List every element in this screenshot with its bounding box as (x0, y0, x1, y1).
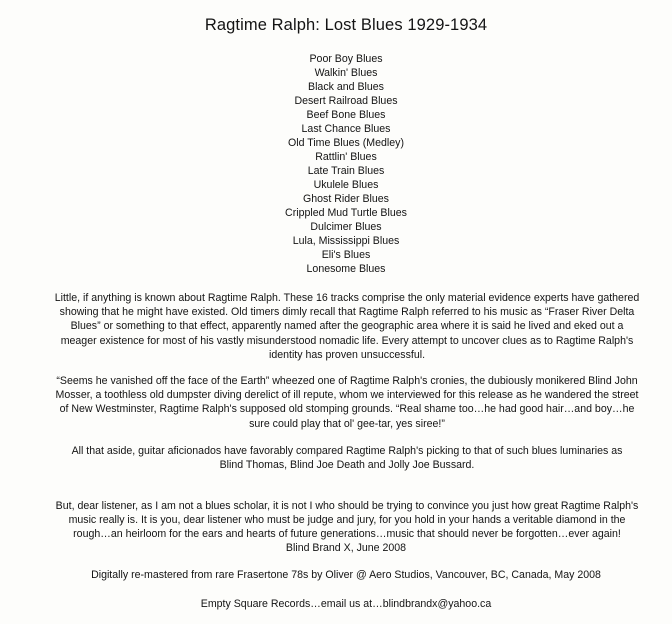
track-item: Ghost Rider Blues (303, 193, 389, 205)
text-line: rough…an heirloom for the ears and hearts of future generations…music that should never be forgotten…ever again! (73, 528, 621, 541)
track-item: Beef Bone Blues (306, 109, 386, 121)
text-line: Blues” or something to that effect, apparently named after the geographic area where it is said he lived and eked out a (70, 320, 624, 333)
text-line: But, dear listener, as I am not a blues scholar, it is not I who should be trying to convince you just how great Ragtime Ralph's (55, 500, 639, 512)
text-line: showing that he might have existed. Old timers dimly recall that Ragtime Ralph referred to his music as “Fraser River Delta (59, 306, 635, 319)
track-list (0, 52, 672, 276)
track-item: Black and Blues (308, 81, 384, 93)
label-contact-line: Empty Square Records…email us at…blindbrandx@yahoo.ca (200, 598, 492, 610)
text-line: identity has proven unsuccessful. (268, 348, 426, 361)
track-item: Old Time Blues (Medley) (288, 137, 404, 149)
text-line: “Seems he vanished off the face of the Earth” wheezed one of Ragtime Ralph's cronies, the dubiously monikered Blind John (56, 375, 638, 387)
text-line: Blind Thomas, Blind Joe Death and Jolly Joe Bussard. (219, 459, 475, 472)
track-item: Last Chance Blues (301, 123, 391, 135)
track-item: Lula, Mississippi Blues (292, 235, 400, 247)
track-item: Ukulele Blues (313, 179, 379, 191)
text-line: meager existence for most of his vastly misunderstood nomadic life. Every attempt to uncover clues as to Ragtime Ralph's (60, 334, 634, 347)
text-line: All that aside, guitar aficionados have favorably compared Ragtime Ralph's picking to that of such blues luminaries as (71, 445, 623, 457)
text-line: music really is. It is you, dear listener who must be judge and jury, for you hold in your hands a veritable diamond in the (68, 514, 626, 527)
mastering-credit: Digitally re-mastered from rare Frasertone 78s by Oliver @ Aero Studios, Vancouver, BC, Canada, May 2008 (91, 569, 601, 581)
track-item: Dulcimer Blues (310, 221, 382, 233)
track-item: Eli's Blues (321, 249, 371, 261)
track-item: Rattlin' Blues (315, 151, 377, 163)
text-line: Little, if anything is known about Ragtime Ralph. These 16 tracks comprise the only material evidence experts have gathered (54, 292, 640, 304)
page-title: Ragtime Ralph: Lost Blues 1929-1934 (204, 16, 488, 34)
text-line: sure could play that ol' gee-tar, yes siree!” (249, 417, 445, 430)
intro-paragraph (12, 291, 672, 362)
closing-paragraph (12, 499, 672, 542)
track-item: Crippled Mud Turtle Blues (285, 207, 407, 219)
track-item: Poor Boy Blues (309, 53, 383, 65)
track-item: Desert Railroad Blues (294, 95, 398, 107)
text-line: Mosser, a toothless old dumpster diving derelict of ill repute, whom we interviewed for this release as he wandered the street (55, 389, 639, 402)
track-item: Walkin' Blues (314, 67, 378, 79)
comparison-paragraph (12, 444, 672, 472)
quote-paragraph (12, 374, 672, 431)
track-item: Lonesome Blues (306, 263, 386, 275)
signature-line: Blind Brand X, June 2008 (285, 542, 407, 554)
text-line: of New Westminster, Ragtime Ralph's supposed old stomping grounds. “Real shame too…he had good hair…and boy…he (59, 403, 635, 416)
track-item: Late Train Blues (307, 165, 385, 177)
